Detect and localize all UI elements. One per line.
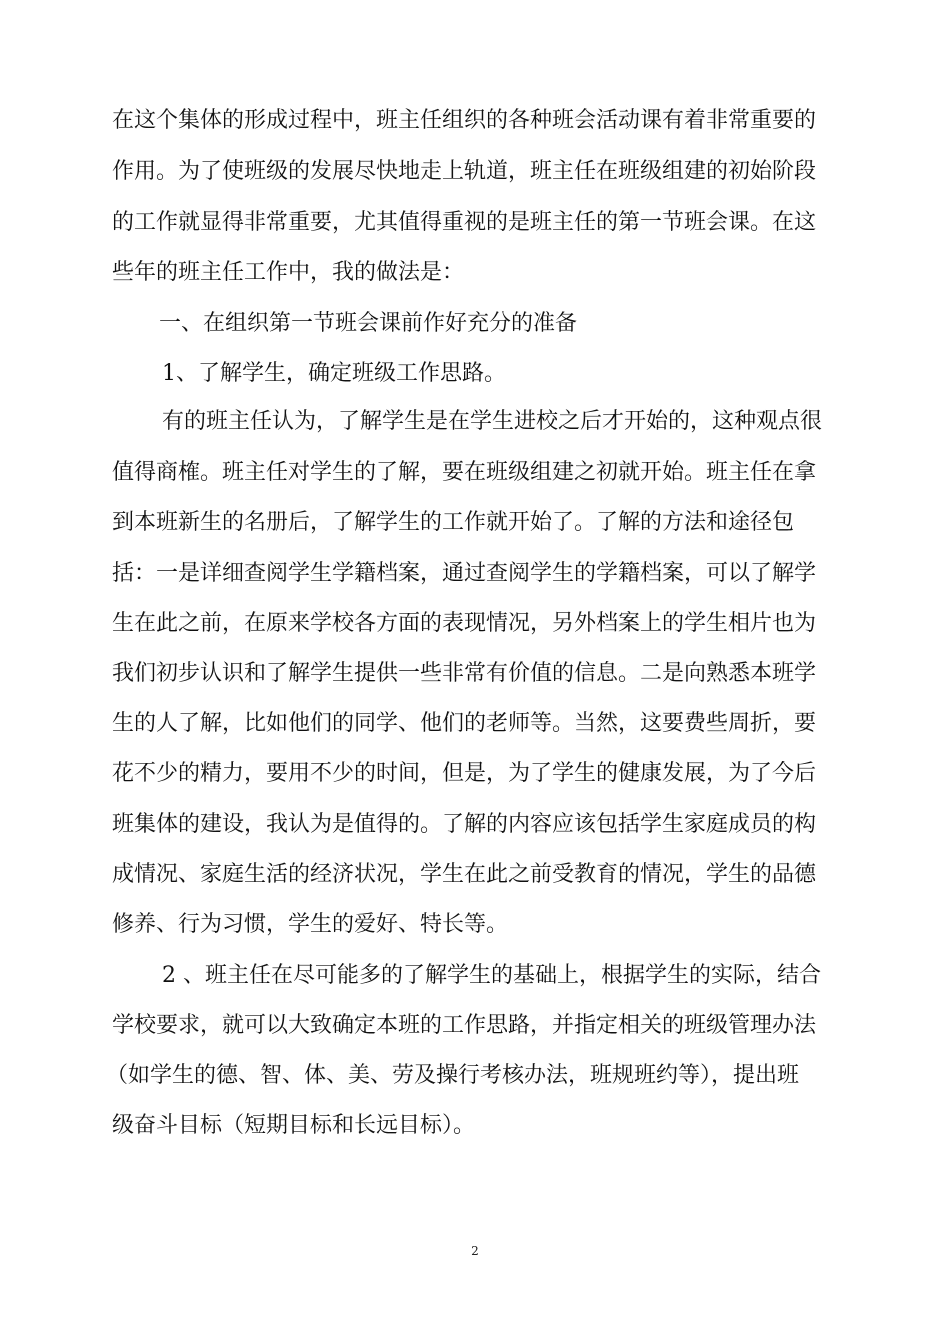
text-line-17: 修养、行为习惯，学生的爱好、特长等。 xyxy=(112,912,509,937)
text-line-9: 到本班新生的名册后，了解学生的工作就开始了。了解的方法和途径包 xyxy=(112,510,795,535)
text-line-3: 的工作就显得非常重要，尤其值得重视的是班主任的第一节班会课。在这 xyxy=(112,210,817,235)
subsection-paragraph-2: 2 、班主任在尽可能多的了解学生的基础上，根据学生的实际，结合 xyxy=(162,963,821,988)
section-heading: 一、在组织第一节班会课前作好充分的准备 xyxy=(159,311,578,336)
text-line-16: 成情况、家庭生活的经济状况，学生在此之前受教育的情况，学生的品德 xyxy=(112,862,817,887)
text-line-8: 值得商榷。班主任对学生的了解，要在班级组建之初就开始。班主任在拿 xyxy=(112,460,817,485)
text-line-14: 花不少的精力，要用不少的时间，但是，为了学生的健康发展，为了今后 xyxy=(112,761,817,786)
text-line-19: 学校要求，就可以大致确定本班的工作思路，并指定相关的班级管理办法 xyxy=(112,1013,817,1038)
text-line-20: （如学生的德、智、体、美、劳及操行考核办法，班规班约等），提出班 xyxy=(106,1063,800,1088)
text-line-4: 些年的班主任工作中，我的做法是： xyxy=(112,260,465,285)
page-number: 2 xyxy=(471,1244,479,1258)
text-line-1: 在这个集体的形成过程中，班主任组织的各种班会活动课有着非常重要的 xyxy=(112,108,817,133)
subsection-heading-1: 1、了解学生，确定班级工作思路。 xyxy=(162,361,506,386)
text-line-2: 作用。为了使班级的发展尽快地走上轨道，班主任在班级组建的初始阶段 xyxy=(112,159,817,184)
text-line-11: 生在此之前，在原来学校各方面的表现情况，另外档案上的学生相片也为 xyxy=(112,611,817,636)
text-line-10: 括：一是详细查阅学生学籍档案，通过查阅学生的学籍档案，可以了解学 xyxy=(112,561,817,586)
text-line-15: 班集体的建设，我认为是值得的。了解的内容应该包括学生家庭成员的构 xyxy=(112,812,817,837)
text-line-13: 生的人了解，比如他们的同学、他们的老师等。当然，这要费些周折，要 xyxy=(112,711,817,736)
text-line-7: 有的班主任认为，了解学生是在学生进校之后才开始的，这种观点很 xyxy=(162,409,823,434)
text-line-12: 我们初步认识和了解学生提供一些非常有价值的信息。二是向熟悉本班学 xyxy=(112,661,817,686)
text-line-21: 级奋斗目标（短期目标和长远目标）。 xyxy=(112,1113,476,1138)
